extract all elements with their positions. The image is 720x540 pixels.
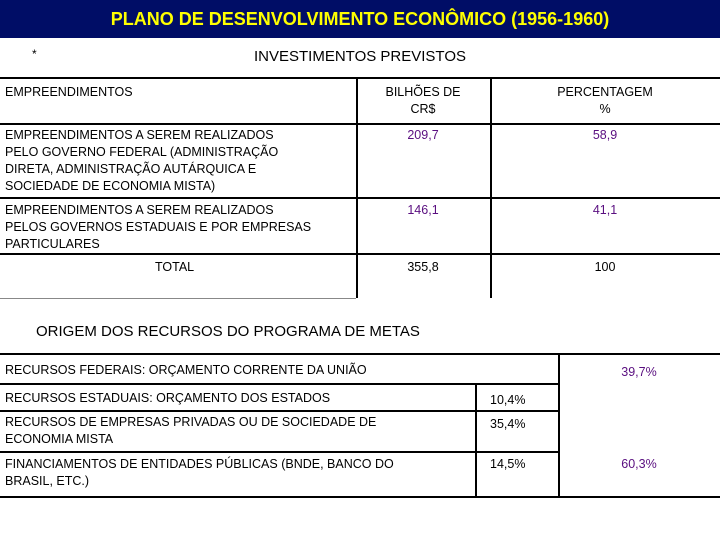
federal-label: RECURSOS FEDERAIS: ORÇAMENTO CORRENTE DA UNIÃO: [5, 363, 367, 377]
origin-col-divider-1: [475, 383, 477, 496]
origin-border-top: [0, 353, 720, 355]
origin-separator-1: [0, 383, 558, 385]
table-border-bottom: [0, 298, 356, 299]
federal-percent: 39,7%: [621, 365, 657, 379]
header-bilhoes-line1: BILHÕES DE: [385, 85, 461, 99]
row-estaduais-line1: EMPREENDIMENTOS A SEREM REALIZADOS: [5, 203, 274, 217]
origin-border-bottom: [0, 496, 720, 498]
financiamentos-percent: 14,5%: [490, 457, 526, 471]
asterisk-note: *: [32, 47, 37, 61]
row-estaduais-line3: PARTICULARES: [5, 237, 100, 251]
investments-subtitle: INVESTIMENTOS PREVISTOS: [254, 48, 466, 65]
estaduais-label: RECURSOS ESTADUAIS: ORÇAMENTO DOS ESTADOS: [5, 391, 331, 405]
row-federal-percent: 58,9: [592, 128, 618, 142]
total-value: 355,8: [407, 260, 439, 274]
origin-separator-2: [0, 410, 558, 412]
financiamentos-label: [5, 456, 473, 490]
financiamentos-line1: FINANCIAMENTOS DE ENTIDADES PÚBLICAS (BNDE, BANCO DO: [5, 457, 394, 471]
header-empreendimentos: EMPREENDIMENTOS: [5, 85, 133, 99]
header-bilhoes: [356, 84, 490, 118]
total-percent: 100: [594, 260, 616, 274]
table-row: [5, 202, 355, 253]
row-separator-2: [0, 253, 720, 255]
row-separator-1: [0, 197, 720, 199]
row-estaduais-line2: PELOS GOVERNOS ESTADUAIS E POR EMPRESAS: [5, 220, 312, 234]
privadas-label: [5, 414, 473, 448]
header-percentagem-line2: %: [599, 102, 611, 116]
privadas-percent: 35,4%: [490, 417, 526, 431]
row-federal-line1: EMPREENDIMENTOS A SEREM REALIZADOS: [5, 128, 274, 142]
estaduais-percent: 10,4%: [490, 393, 526, 407]
row-estaduais-percent: 41,1: [592, 203, 618, 217]
subtotal-percent: 60,3%: [621, 457, 657, 471]
header-bilhoes-line2: CR$: [410, 102, 436, 116]
page-title: PLANO DE DESENVOLVIMENTO ECONÔMICO (1956-1960): [0, 0, 720, 38]
row-estaduais-value: 146,1: [407, 203, 439, 217]
table-border-top: [0, 77, 720, 79]
row-federal-line2: PELO GOVERNO FEDERAL (ADMINISTRAÇÃO: [5, 145, 279, 159]
privadas-line2: ECONOMIA MISTA: [5, 432, 114, 446]
row-federal-line3: DIRETA, ADMINISTRAÇÃO AUTÁRQUICA E: [5, 162, 257, 176]
origin-title: ORIGEM DOS RECURSOS DO PROGRAMA DE METAS: [36, 323, 420, 340]
row-federal-line4: SOCIEDADE DE ECONOMIA MISTA): [5, 179, 216, 193]
header-percentagem-line1: PERCENTAGEM: [557, 85, 653, 99]
row-federal-value: 209,7: [407, 128, 439, 142]
total-label: TOTAL: [155, 260, 195, 274]
header-separator: [0, 123, 720, 125]
origin-separator-3: [0, 451, 558, 453]
table-row: [5, 127, 355, 195]
header-percentagem: [490, 84, 720, 118]
financiamentos-line2: BRASIL, ETC.): [5, 474, 90, 488]
privadas-line1: RECURSOS DE EMPRESAS PRIVADAS OU DE SOCIEDADE DE: [5, 415, 377, 429]
